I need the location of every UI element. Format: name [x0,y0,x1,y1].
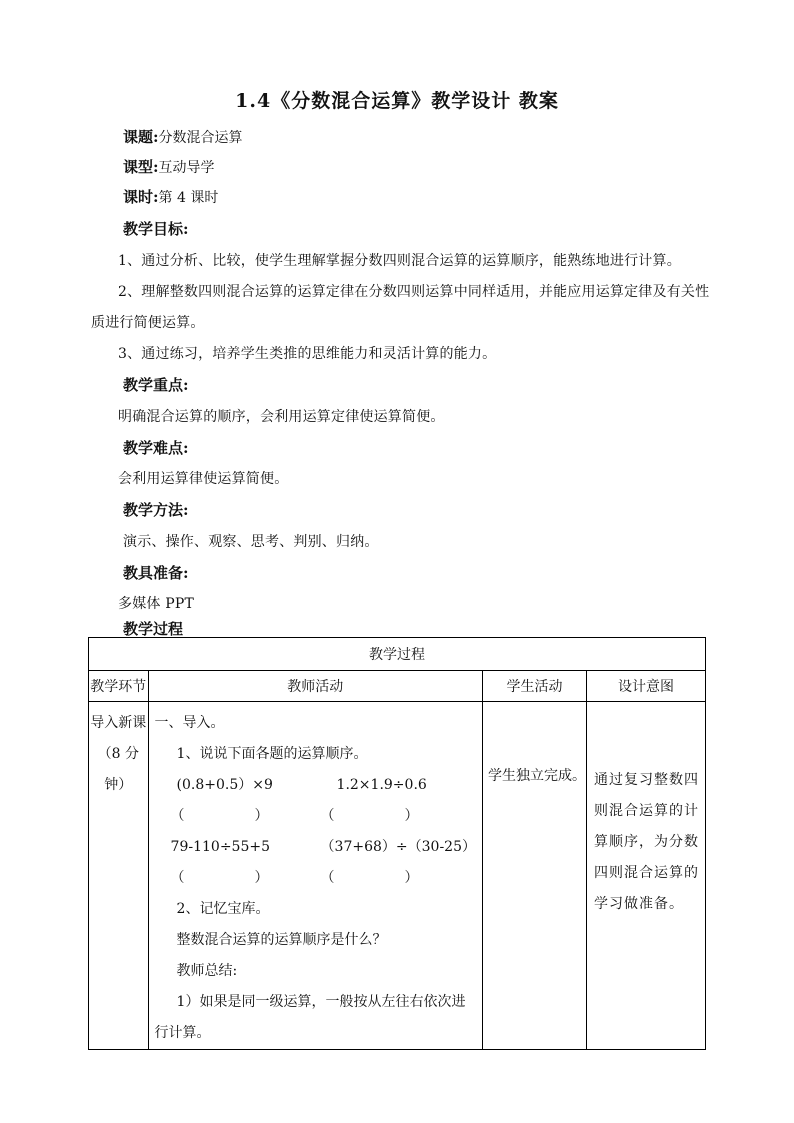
document-title: 1.4《分数混合运算》教学设计 教案 [235,90,559,112]
stage-duration: （8 分钟） [97,746,139,793]
teacher-line-rule1: 1）如果是同一级运算，一般按从左往右依次进 [176,994,466,1010]
col-header-design: 设计意图 [587,671,706,702]
student-activity-cell: 学生独立完成。 [483,702,587,1050]
teacher-line-rule1-cont: 行计算。 [154,1025,211,1041]
objective-2-line2: 质进行简便运算。 [91,315,205,331]
topic-label: 课题: [123,128,159,146]
hours-label: 课时: [123,188,159,206]
answer-blank-2a: （ ） [170,870,269,886]
design-intent-cell [587,702,706,1050]
expression-1a: (0.8+0.5）×9 [176,777,273,793]
teacher-line-task2: 2、记忆宝库。 [176,901,270,917]
teacher-activity-cell [148,702,482,1050]
answer-blank-1b: （ ） [320,808,419,824]
key-points-text: 明确混合运算的顺序，会利用运算定律使运算简便。 [118,409,445,425]
methods-text: 演示、操作、观察、思考、判别、归纳。 [123,534,379,550]
objectives-heading: 教学目标: [123,220,189,238]
design-line: 算顺序，为分数 [594,834,699,850]
design-line: 通过复习整数四 [594,772,699,788]
teacher-line-intro: 一、导入。 [154,715,225,731]
stage-cell [89,702,149,1050]
methods-heading: 教学方法: [123,501,189,519]
teacher-line-task1: 1、说说下面各题的运算顺序。 [176,746,368,762]
difficulties-heading: 教学难点: [123,439,189,457]
answer-row-1 [155,801,476,832]
objective-3: 3、通过练习，培养学生类推的思维能力和灵活计算的能力。 [118,346,497,362]
design-line: 四则混合运算的 [594,865,699,881]
type-line [123,156,215,177]
process-heading: 教学过程 [123,620,184,638]
col-header-teacher: 教师活动 [148,671,482,702]
answer-blank-2b: （ ） [320,870,419,886]
expression-2b: （37+68）÷（30-25） [320,839,476,855]
objective-1: 1、通过分析、比较，使学生理解掌握分数四则混合运算的运算顺序，能熟练地进行计算。 [118,253,681,269]
expression-row-2 [155,832,476,863]
objective-2-line1: 2、理解整数四则混合运算的运算定律在分数四则运算中同样适用，并能应用运算定律及有关性 [118,284,710,300]
design-line: 学习做准备。 [594,896,684,912]
answer-row-2 [155,863,476,894]
table-row [89,702,706,1050]
tools-heading: 教具准备: [123,564,189,582]
type-value: 互动导学 [158,160,215,176]
expression-2a: 79-110÷55+5 [170,839,270,855]
topic-value: 分数混合运算 [158,130,243,146]
teacher-line-summary: 教师总结: [176,963,238,979]
design-line: 则混合运算的计 [594,803,699,819]
col-header-student: 学生活动 [483,671,587,702]
topic-line [123,126,243,147]
teacher-line-question: 整数混合运算的运算顺序是什么？ [176,932,387,948]
col-header-stage: 教学环节 [89,671,149,702]
answer-blank-1a: （ ） [170,808,269,824]
expression-row-1 [155,770,476,801]
key-points-heading: 教学重点: [123,376,189,394]
expression-1b: 1.2×1.9÷0.6 [336,777,427,793]
tools-text: 多媒体 PPT [118,596,195,612]
table-caption: 教学过程 [89,638,706,671]
hours-line [123,186,218,207]
hours-value: 第 4 课时 [158,190,219,206]
difficulties-text: 会利用运算律使运算简便。 [118,471,289,487]
type-label: 课型: [123,158,159,176]
process-table [88,637,706,1050]
stage-name: 导入新课 [90,715,147,731]
